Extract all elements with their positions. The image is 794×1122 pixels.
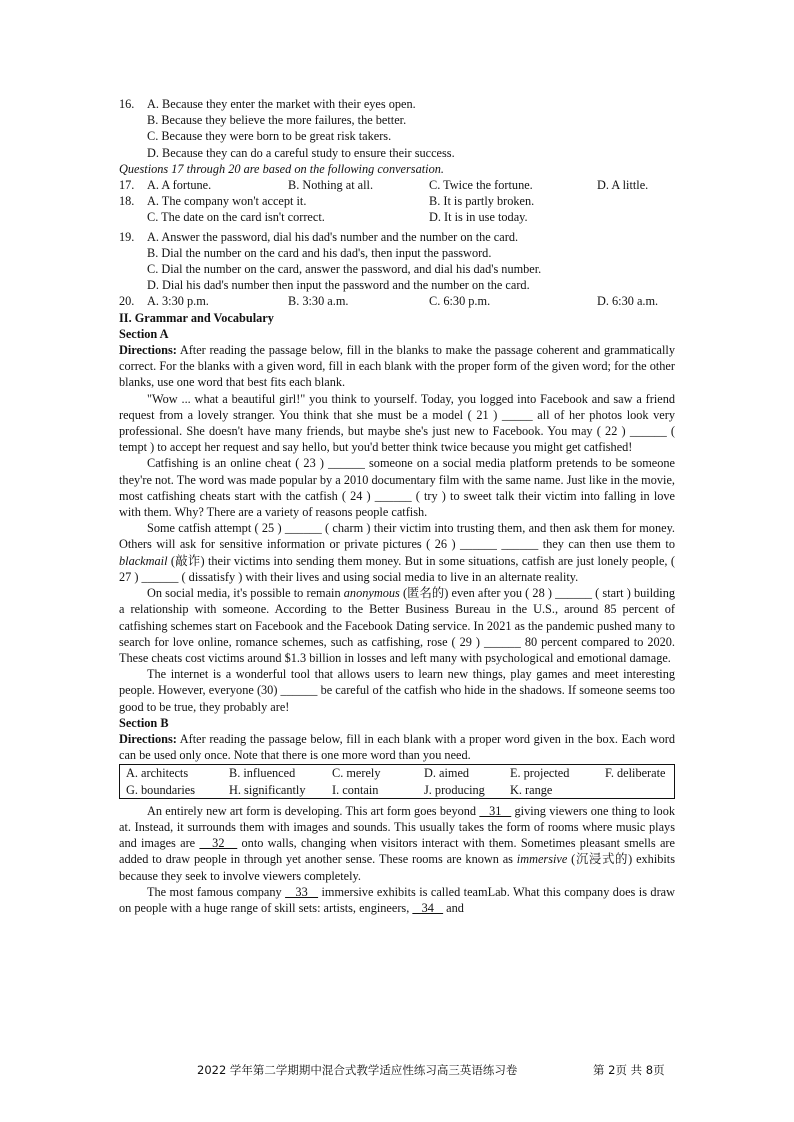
question-18-row2: C. The date on the card isn't correct. D. It is in use today. [147,210,528,225]
passage-b-para-2: The most famous company 33 immersive exhibits is called teamLab. What this company does is draw on people with a huge range of skill sets: artists, engineers, 34 and [119,884,676,915]
word-box-row-1: A. architects B. influenced C. merely D. aimed E. projected F. deliberate [126,766,666,781]
passage-a-para-1: "Wow ... what a beautiful girl!" you think to yourself. Today, you logged into Facebook and saw a friend request from a lovely stranger. You think that she must be a model ( 21 ) _____ all of her photos look very professional. She doesn't have many friends, but maybe she's just new to Facebook. You may ( 22 ) ______ ( tempt ) to accept her request and say hello, but you'd better think twice because you might get catfished! [119,391,675,455]
question-18: 18. A. The company won't accept it. B. It is partly broken. [119,194,535,209]
option-19c: C. Dial the number on the card, answer the password, and dial his dad's number. [147,262,542,277]
question-17: 17. A. A fortune. B. Nothing at all. C. Twice the fortune. D. A little. [119,178,649,193]
section-b-directions: Directions: After reading the passage below, fill in each blank with a proper word given in the box. Each word can be used only once. Note that there is one more word than you need. [119,731,675,763]
option-16b: B. Because they believe the more failures, the better. [147,113,407,128]
passage-b-para-1: An entirely new art form is developing. This art form goes beyond 31 giving viewers one thing to look at. Instead, it surrounds them with images and sounds. This usually takes the form of rooms where music plays and images are 32 onto walls, changing when visitors interact with them. Sometimes pleasant smells are added to draw people in through yet another sense. These rooms are known as immersive (沉浸式的) exhibits because they seek to involve viewers completely. [119,803,676,883]
passage-a-para-2: Catfishing is an online cheat ( 23 ) ______ someone on a social media platform pretends to be someone they're not. The word was made popular by a 2010 documentary film with the same name. Just like in the movie, most catfishing cheats start with the catfish ( 24 ) ______ ( try ) to sweet talk their victim into falling in love with them. Why? There are a variety of reasons people catfish. [119,456,675,520]
passage-a-para-5: The internet is a wonderful tool that allows users to learn new things, play games and meet interesting people. However, everyone (30) ______ be careful of the catfish who hide in the shadows. If someone seems too good to be true, they probably are! [119,667,675,714]
blank-34: 34 [412,900,444,915]
passage-a-para-3: Some catfish attempt ( 25 ) ______ ( charm ) their victim into trusting them, and then ask them for money. Others will ask for sensitive information or private pictures ( 26 ) ______ ______ they can then use them to blackmail (敲诈) their victims into sending them money. But in some situations, catfish are just lonely people, ( 27 ) ______ ( dissatisfy ) with their lives and using social media to live in an alternate reality. [119,521,675,584]
blank-31: 31 [479,803,512,818]
part-heading: II. Grammar and Vocabulary [119,310,274,325]
conversation-note: Questions 17 through 20 are based on the following conversation. [119,161,444,176]
question-20: 20. A. 3:30 p.m. B. 3:30 a.m. C. 6:30 p.m. D. 6:30 a.m. [119,294,659,309]
section-b-title: Section B [119,715,169,730]
option-19d: D. Dial his dad's number then input the password and the number on the card. [147,278,530,293]
option-16c: C. Because they were born to be great risk takers. [147,129,392,144]
word-box-row-2: G. boundaries H. significantly I. contain J. producing K. range [126,782,553,797]
option-19b: B. Dial the number on the card and his dad's, then input the password. [147,245,492,260]
page-number: 第 2页 共 8页 [593,1063,665,1077]
exam-page [119,96,675,916]
section-a-directions: Directions: After reading the passage below, fill in the blanks to make the passage coherent and grammatically correct. For the blanks with a given word, fill in each blank with the proper form of the given word; for the other blanks, use one word that best fits each blank. [119,343,675,390]
blank-33: 33 [285,884,319,899]
blank-32: 32 [199,836,238,851]
footer-title: 2022 学年第二学期期中混合式教学适应性练习高三英语练习卷 [197,1063,518,1077]
question-19: 19. A. Answer the password, dial his dad's number and the number on the card. [119,229,519,244]
passage-a-para-4: On social media, it's possible to remain anonymous (匿名的) even after you ( 28 ) ______ ( start ) building a relationship with someone. According to the Better Business Bureau in the U.S., around 85 percent of catfishing schemes start on Facebook and the Facebook Dating service. In 2021 as the pandemic pushed many to search for love online, romance schemes, such as catfishing, rose ( 29 ) ______ 80 percent compared to 2020. These cheats cost victims around $1.3 billion in losses and left many with psychological and emotional damage. [119,586,675,665]
option-16d: D. Because they can do a careful study to ensure their success. [147,145,455,160]
section-a-title: Section A [119,326,169,341]
question-16: 16. A. Because they enter the market with their eyes open. [119,97,416,111]
word-box [119,764,675,798]
